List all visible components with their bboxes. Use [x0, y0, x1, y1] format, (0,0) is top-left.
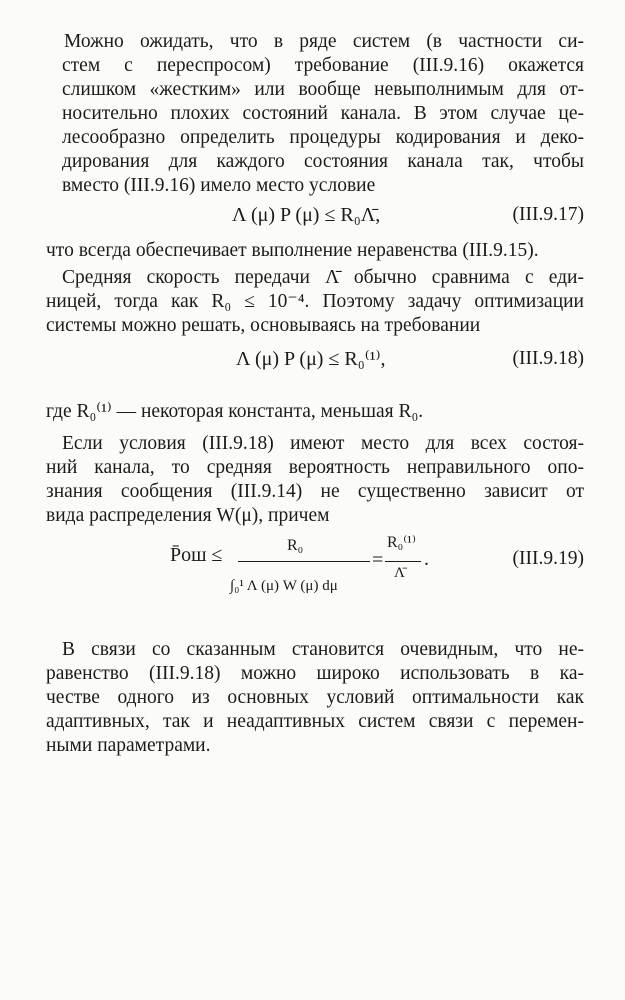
paragraph-line: адаптивных, так и неадаптивных систем связи с перемен-	[46, 711, 584, 732]
equation-number-19: (III.9.19)	[512, 548, 584, 569]
paragraph-line: слишком «жестким» или вообще невыполнимым для от-	[62, 79, 584, 100]
paragraph-line: что всегда обеспечивает выполнение неравенства (III.9.15).	[46, 240, 539, 261]
equation-number-18: (III.9.18)	[512, 348, 584, 369]
equation-19-period: .	[424, 548, 429, 570]
paragraph-line: носительно плохих состояний канала. В этом случае це-	[62, 103, 584, 124]
fraction-bar	[385, 561, 421, 562]
paragraph-line: ницей, тогда как R₀ ≤ 10⁻⁴. Поэтому задачу оптимизации	[46, 291, 584, 312]
paragraph-line: Если условия (III.9.18) имеют место для всех состоя-	[62, 433, 584, 454]
equation-19-equals: =	[372, 549, 384, 571]
paragraph-line: ний канала, то средняя вероятность неправильного опо-	[46, 457, 584, 478]
paragraph-line: равенство (III.9.18) можно широко использовать в ка-	[46, 663, 584, 684]
paragraph-line: системы можно решать, основываясь на требовании	[46, 315, 481, 336]
paragraph-line: Можно ожидать, что в ряде систем (в частности си-	[64, 31, 584, 52]
paragraph-line: Средняя скорость передачи Λ̄ обычно сравнима с еди-	[62, 267, 584, 288]
equation-number-17: (III.9.17)	[512, 204, 584, 225]
paragraph-line: В связи со сказанным становится очевидным, что не-	[62, 639, 584, 660]
paragraph-line: где R₀⁽¹⁾ — некоторая константа, меньшая R₀.	[46, 401, 424, 422]
paragraph-line: стем с переспросом) требование (III.9.16) окажется	[62, 55, 584, 76]
equation-19-lhs: P̄ош ≤	[170, 544, 223, 566]
paragraph-line: лесообразно определить процедуры кодирования и деко-	[62, 127, 584, 148]
equation-19-rhs-denominator: Λ̄	[394, 565, 405, 581]
paragraph-line: ными параметрами.	[46, 735, 211, 756]
paragraph-line: вместо (III.9.16) имело место условие	[62, 175, 376, 196]
equation-19-rhs-numerator: R₀⁽¹⁾	[387, 534, 416, 551]
paragraph-line: вида распределения W(μ), причем	[46, 505, 330, 526]
equation-18: Λ (μ) P (μ) ≤ R₀⁽¹⁾,	[236, 348, 386, 370]
equation-17: Λ (μ) P (μ) ≤ R₀Λ̄,	[232, 204, 381, 226]
paragraph-line: честве одного из основных условий оптимальности как	[46, 687, 584, 708]
paragraph-line: знания сообщения (III.9.14) не существенно зависит от	[46, 481, 584, 502]
equation-19-numerator: R₀	[287, 537, 304, 554]
paragraph-line: дирования для каждого состояния канала так, чтобы	[62, 151, 584, 172]
fraction-bar	[238, 561, 370, 562]
equation-19-denominator: ∫₀¹ Λ (μ) W (μ) dμ	[230, 578, 338, 594]
